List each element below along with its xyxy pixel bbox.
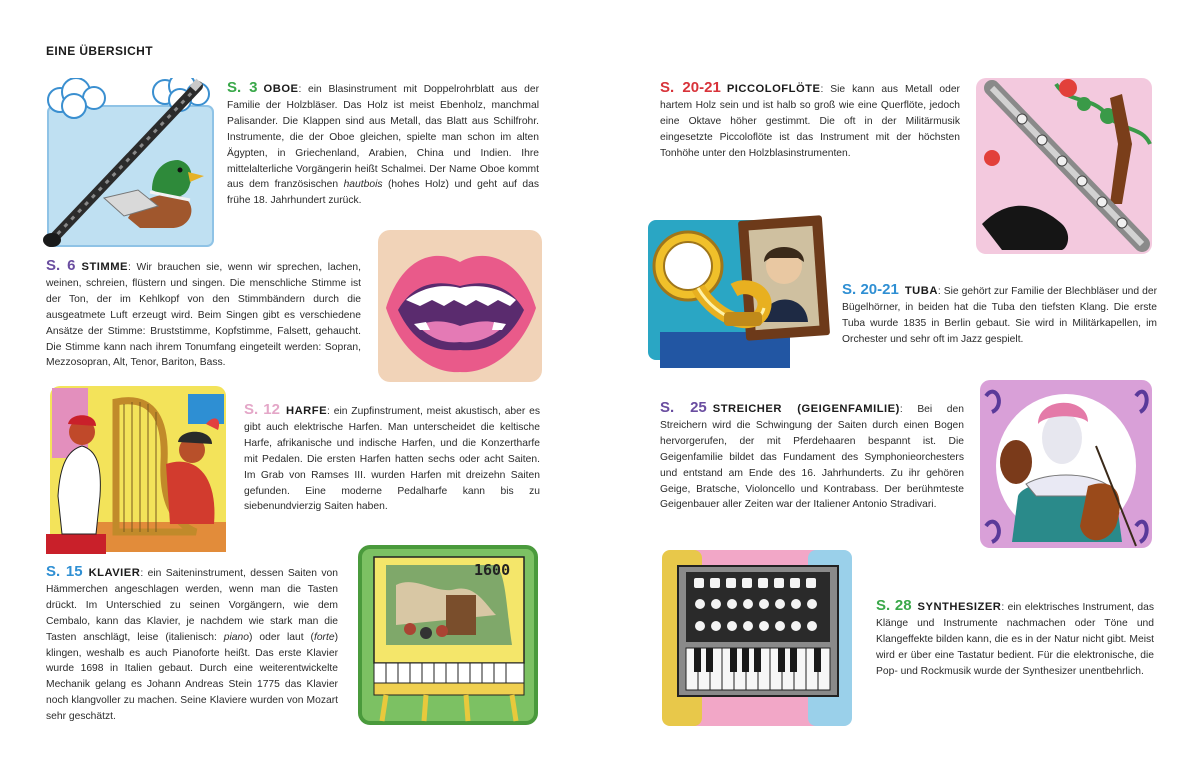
entry-text: : ein Saiteninstrument, dessen Saiten von Hämmerchen angeschlagen werden, wenn man die Tasten drückt. Im Unterschied zu seinen Vorgängern, wie dem Cembalo, kann das Klavier, je nachdem wie stark man die Tasten anschlägt, leise (italienisch:: [46, 568, 338, 643]
piccolo-flute-illustration: [972, 74, 1158, 258]
mouth-illustration: [374, 226, 546, 386]
entry-heading: PICCOLOFLÖTE: [726, 83, 821, 95]
entry-italic: hautbois: [343, 179, 383, 191]
entry-text: : Wir brauchen sie, wenn wir sprechen, lachen, weinen, schreien, flüstern und singen. Die menschliche Stimme ist der Ton, der im Kehlkopf von den Stimmbändern durch die ausgeatmete Luft erzeugt wird. Beim Singen gibt es verschiedene Ansätze der Stimme: Bruststimme, Kopfstimme, Falsett, gehaucht. Die Stimme kann nach ihrem Tonumfang eingeteilt werden: Sopran, Mezzosopran, Alt, Tenor, Bariton, Bass.: [46, 262, 361, 369]
entry-klavier: [46, 564, 338, 725]
tuba-portrait-illustration: [638, 212, 830, 370]
harpsichord-illustration: [356, 545, 542, 729]
harp-player-illustration: [46, 384, 232, 556]
violinist-illustration: [976, 376, 1156, 552]
oboe-duck-illustration: [40, 78, 220, 254]
page-ref: S. 3: [227, 79, 258, 96]
page-ref: S. 6: [46, 257, 76, 274]
entry-text-tail: (hohes Holz) und geht auf das frühe 18. Jahrhundert zurück.: [227, 179, 539, 207]
page-ref: S. 25: [660, 399, 707, 416]
page-ref: S. 15: [46, 563, 83, 580]
entry-text: ) klingen, weshalb es auch Pianoforte heißt. Das erste Klavier wurde 1698 in Italien gebaut. Durch eine weiterentwickelte Mechanik gelang es Johann Andreas Stein 1775 das Klavier noch klangvoller zu machen. Seine Klaviere wurden von Mozart sehr geschätzt.: [46, 631, 338, 723]
entry-heading: STIMME: [81, 261, 128, 273]
entry-heading: HARFE: [286, 405, 328, 417]
synthesizer-illustration: [658, 546, 856, 730]
entry-text: : ein elektrisches Instrument, das Klänge und Instrumente nachmachen oder Töne und Klangeffekte bilden kann, die es in der Natur nicht gibt. Meist wird er über eine Tastatur bedient. Für die elektronische, die Pop- und Rockmusik wurde der Synthesizer unentbehrlich.: [876, 602, 1154, 677]
entry-text: : Bei den Streichern wird die Schwingung der Saiten durch einen Bogen hervorgerufen, der mit Pferdehaaren bespannt ist. Die Geigenfamilie bildet das Fundament des Symphonieorchesters und entstand am Ende des 16. Jahrhunderts. Zu ihr gehören Geige, Bratsche, Violoncello und Kontrabass. Der berühmteste Geigenbauer aller Zeiten war der Italiener Antonio Stradivari.: [660, 404, 964, 511]
entry-heading: STREICHER (GEIGENFAMILIE): [712, 403, 900, 415]
page-ref: S. 20-21: [842, 281, 899, 298]
entry-heading: OBOE: [263, 83, 299, 95]
entry-text: : ein Zupfinstrument, meist akustisch, aber es gibt auch elektrische Harfen. Man unterscheidet die keltische Harfe, afrikanische und indische Harfen, und die Konzertharfe mit Pedalen. Die ersten Harfen hatten sechs oder acht Saiten. Im Grab von Ramses III. wurden Harfen mit dreizehn Saiten gefunden. Eine moderne Pedalharfe kann bis zu siebenundvierzig Saiten haben.: [244, 406, 541, 513]
entry-oboe: [227, 80, 539, 209]
entry-text: ) oder laut (: [249, 631, 314, 643]
page-ref: S. 12: [244, 401, 280, 418]
entry-heading: TUBA: [904, 285, 938, 297]
entry-streicher: [660, 400, 964, 513]
entry-harfe: [244, 402, 540, 515]
entry-italic: piano: [223, 631, 249, 643]
entry-heading: SYNTHESIZER: [917, 601, 1002, 613]
entry-heading: KLAVIER: [88, 567, 141, 579]
entry-piccolo: [660, 80, 960, 162]
page-title: EINE ÜBERSICHT: [46, 44, 153, 58]
page-ref: S. 28: [876, 597, 912, 614]
entry-tuba: [842, 282, 1157, 348]
page-ref: S. 20-21: [660, 79, 721, 96]
year-label: 1600: [474, 561, 511, 579]
entry-text: : Sie gehört zur Familie der Blechbläser und der Bügelhörner, in beiden hat die Tuba den tiefsten Klang. Die erste Tuba wurde 1835 in Berlin gebaut. Sie wird in Militärkapellen, im Orchester und sehr oft im Jazz gespielt.: [842, 286, 1157, 345]
entry-stimme: [46, 258, 361, 371]
entry-text: : ein Blasinstrument mit Doppelrohrblatt aus der Familie der Holzbläser. Das Holz ist meist Ebenholz, manchmal Palisander. Die Klappen sind aus Metall, das Blatt aus Schilfrohr. Instrumente, die der Oboe gleichen, spielte man schon im alten Ägypten, in Griechenland, Arabien, China und Indien. Ihre mittelalterliche Vorgängerin heißt Schalmei. Der Name Oboe kommt aus dem französischen: [227, 84, 540, 191]
entry-text: : Sie kann aus Metall oder hartem Holz sein und ist halb so groß wie eine Querflöte, jedoch eine Oktave höher gestimmt. Die oft in der Militärmusik eingesetzte Piccoloflöte ist das Instrument mit der höchsten Tonhöhe unter den Holzblasinstrumenten.: [660, 84, 960, 159]
entry-italic: forte: [313, 631, 335, 643]
entry-synthesizer: [876, 598, 1154, 680]
